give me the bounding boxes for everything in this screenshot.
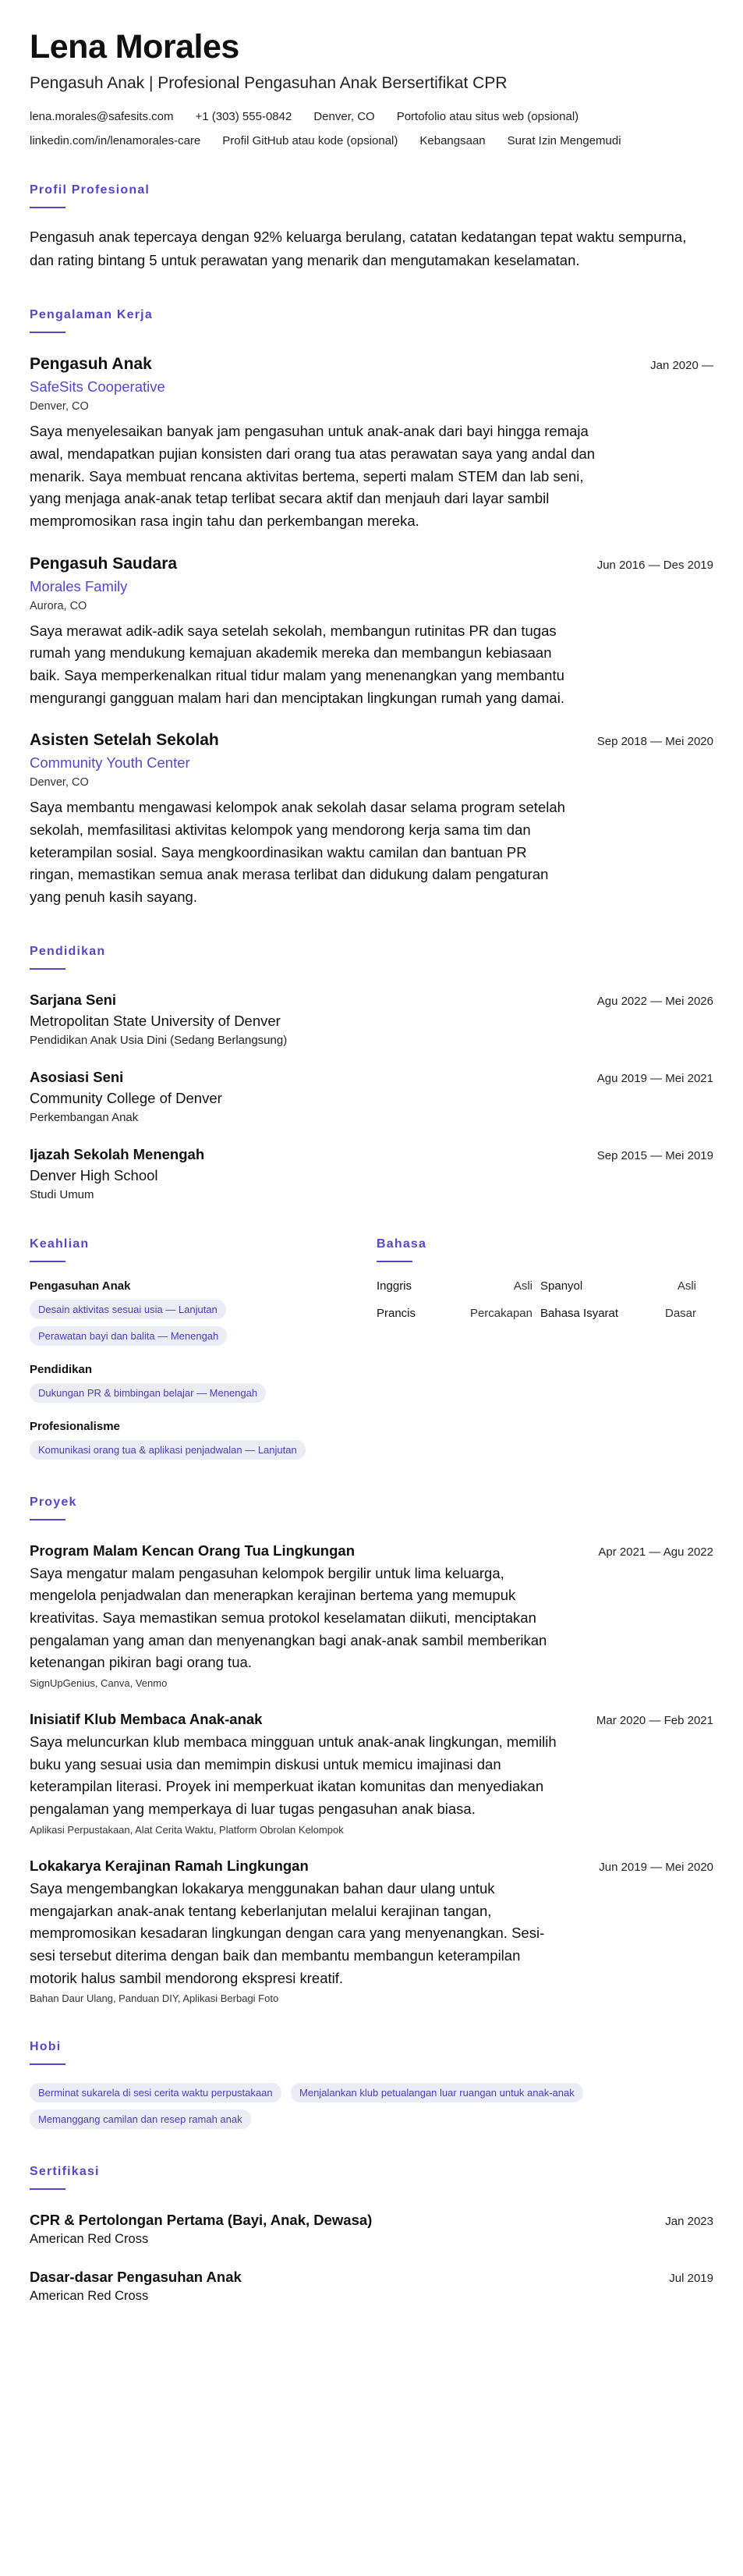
contact-list bbox=[30, 110, 713, 147]
section-divider bbox=[30, 207, 65, 208]
language-list bbox=[377, 1279, 713, 1320]
project-date: Mar 2020 — Feb 2021 bbox=[596, 1714, 713, 1728]
skill-tag: Dukungan PR & bimbingan belajar — Menengah bbox=[30, 1383, 266, 1403]
job-date: Sep 2018 — Mei 2020 bbox=[596, 735, 713, 749]
project-description: Saya mengatur malam pengasuhan kelompok bergilir untuk lima keluarga, mengelola penjadwalan dan menerapkan kerajinan bertema yang memupuk kreativitas. Saya memastikan semua protokol keselamatan diikuti, menciptakan pengalaman yang aman dan menyenangkan bagi anak-anak sambil memberikan ketenangan pikiran bagi orang tua. bbox=[30, 1564, 547, 1671]
profile-summary: Pengasuh anak tepercaya dengan 92% keluarga berulang, catatan kedatangan tepat waktu sempurna, dan rating bintang 5 untuk perawatan yang menarik dan mengutamakan keselamatan. bbox=[30, 229, 687, 269]
section-title: Profil Profesional bbox=[30, 183, 150, 197]
candidate-headline: Pengasuh Anak | Profesional Pengasuhan Anak Bersertifikat CPR bbox=[30, 74, 508, 93]
job-title: Pengasuh Anak bbox=[30, 355, 152, 374]
degree-title: Asosiasi Seni bbox=[30, 1068, 124, 1085]
project-description: Saya meluncurkan klub membaca mingguan untuk anak-anak lingkungan, memilih buku yang sesuai usia dan memimpin diskusi untuk memicu imajinasi dan keterampilan literasi. Proyek ini memperkuat ikatan komunitas dan menyediakan pengalaman yang memperkaya di luar tugas pengasuhan anak biasa. bbox=[30, 1733, 557, 1818]
project-title: Program Malam Kencan Orang Tua Lingkungan bbox=[30, 1542, 355, 1559]
resume-header bbox=[30, 28, 713, 147]
language-item bbox=[540, 1279, 696, 1293]
section-divider bbox=[30, 1519, 65, 1520]
job-date: Jun 2016 — Des 2019 bbox=[596, 558, 713, 572]
certification-entry bbox=[30, 2212, 713, 2247]
section-divider bbox=[30, 332, 65, 333]
experience-entry bbox=[30, 555, 713, 710]
language-level: Asli bbox=[677, 1279, 696, 1293]
language-name: Bahasa Isyarat bbox=[540, 1306, 619, 1320]
contact-github[interactable]: Profil GitHub atau kode (opsional) bbox=[222, 134, 398, 148]
language-name: Prancis bbox=[377, 1306, 416, 1320]
project-entry bbox=[30, 1857, 713, 2004]
education-date: Agu 2022 — Mei 2026 bbox=[596, 994, 713, 1008]
contact-email[interactable]: lena.morales@safesits.com bbox=[30, 110, 174, 124]
certification-title: CPR & Pertolongan Pertama (Bayi, Anak, Dewasa) bbox=[30, 2212, 373, 2229]
language-item bbox=[377, 1279, 532, 1293]
contact-linkedin[interactable]: linkedin.com/in/lenamorales-care bbox=[30, 134, 201, 148]
language-level: Dasar bbox=[664, 1306, 696, 1320]
school-name: Metropolitan State University of Denver bbox=[30, 1012, 281, 1029]
education-section bbox=[30, 945, 713, 1201]
candidate-name: Lena Morales bbox=[30, 28, 239, 66]
project-title: Lokakarya Kerajinan Ramah Lingkungan bbox=[30, 1857, 309, 1874]
project-date: Jun 2019 — Mei 2020 bbox=[599, 1860, 713, 1874]
experience-entry bbox=[30, 355, 713, 532]
job-employer: Morales Family bbox=[30, 577, 128, 594]
job-description: Saya membantu mengawasi kelompok anak sekolah dasar selama program setelah sekolah, memfasilitasi aktivitas kelompok yang mendorong kerja sama tim dan keterampilan sosial. Saya mengkoordinasikan waktu camilan dan bantuan PR ringan, memastikan semua anak merasa terlibat dan didukung dalam pengaturan yang penuh kasih sayang. bbox=[30, 799, 565, 906]
degree-title: Sarjana Seni bbox=[30, 991, 117, 1008]
hobby-tag: Berminat sukarela di sesi cerita waktu perpustakaan bbox=[30, 2083, 281, 2102]
job-employer: SafeSits Cooperative bbox=[30, 378, 165, 396]
certification-date: Jul 2019 bbox=[669, 2272, 713, 2286]
project-date: Apr 2021 — Agu 2022 bbox=[598, 1545, 713, 1559]
language-item bbox=[540, 1307, 696, 1320]
job-employer: Community Youth Center bbox=[30, 754, 190, 772]
certification-title: Dasar-dasar Pengasuhan Anak bbox=[30, 2269, 242, 2286]
degree-title: Ijazah Sekolah Menengah bbox=[30, 1145, 205, 1162]
skill-tag: Komunikasi orang tua & aplikasi penjadwalan — Lanjutan bbox=[30, 1440, 306, 1460]
project-description: Saya mengembangkan lokakarya menggunakan bahan daur ulang untuk mengajarkan anak-anak tentang keberlanjutan melalui kerajinan tangan, mempromosikan kesadaran lingkungan dengan cara yang menyenangkan. Sesi-sesi tersebut diterima dengan baik dan membantu membangun keterampilan motorik halus sambil mendorong ekspresi kreatif. bbox=[30, 1879, 545, 1986]
skills-languages-row bbox=[30, 1237, 713, 1460]
school-name: Denver High School bbox=[30, 1166, 158, 1183]
education-date: Agu 2019 — Mei 2021 bbox=[596, 1071, 713, 1085]
study-field: Studi Umum bbox=[30, 1187, 94, 1201]
language-name: Spanyol bbox=[540, 1279, 583, 1293]
section-divider bbox=[30, 968, 65, 970]
job-title: Pengasuh Saudara bbox=[30, 554, 178, 573]
hobby-tag: Memanggang camilan dan resep ramah anak bbox=[30, 2109, 251, 2129]
skill-tag: Perawatan bayi dan balita — Menengah bbox=[30, 1326, 227, 1346]
skill-tag: Desain aktivitas sesuai usia — Lanjutan bbox=[30, 1300, 226, 1319]
job-location: Aurora, CO bbox=[30, 599, 87, 612]
profile-section bbox=[30, 183, 713, 272]
section-divider bbox=[30, 2188, 65, 2190]
section-divider bbox=[30, 1261, 65, 1262]
education-date: Sep 2015 — Mei 2019 bbox=[596, 1148, 713, 1162]
job-location: Denver, CO bbox=[30, 400, 89, 413]
experience-entry bbox=[30, 731, 713, 908]
education-entry bbox=[30, 1146, 713, 1201]
projects-section bbox=[30, 1496, 713, 2004]
section-title: Pengalaman Kerja bbox=[30, 308, 153, 322]
certifications-section bbox=[30, 2165, 713, 2304]
section-divider bbox=[377, 1261, 412, 1262]
contact-license: Surat Izin Mengemudi bbox=[507, 134, 621, 148]
project-title: Inisiatif Klub Membaca Anak-anak bbox=[30, 1711, 263, 1728]
hobby-tag: Menjalankan klub petualangan luar ruangan untuk anak-anak bbox=[291, 2083, 583, 2102]
section-title: Pendidikan bbox=[30, 944, 106, 958]
skill-category: Pengasuhan Anak bbox=[30, 1279, 131, 1293]
job-description: Saya merawat adik-adik saya setelah sekolah, membangun rutinitas PR dan tugas rumah yang mendukung kemajuan akademik mereka dan membangun kebiasaan baik. Saya memperkenalkan ritual tidur malam yang menenangkan yang membantu mengurangi gangguan malam hari dan menciptakan lingkungan rumah yang damai. bbox=[30, 622, 564, 706]
education-entry bbox=[30, 992, 713, 1047]
hobby-list bbox=[30, 2076, 713, 2129]
section-title: Hobi bbox=[30, 2040, 62, 2054]
job-description: Saya menyelesaikan banyak jam pengasuhan untuk anak-anak dari bayi hingga remaja awal, mendapatkan pujian konsisten dari orang tua atas perawatan saya yang andal dan menarik. Saya membuat rencana aktivitas bertema, seperti malam STEM dan lab seni, yang menjaga anak-anak tetap terlibat secara aktif dan menjauh dari layar sambil mempromosikan rasa ingin tahu dan perkembangan mereka. bbox=[30, 423, 596, 530]
section-title: Keahlian bbox=[30, 1237, 90, 1251]
section-title: Sertifikasi bbox=[30, 2165, 100, 2179]
certification-date: Jan 2023 bbox=[665, 2215, 713, 2229]
project-tools: SignUpGenius, Canva, Venmo bbox=[30, 1677, 168, 1690]
study-field: Pendidikan Anak Usia Dini (Sedang Berlangsung) bbox=[30, 1033, 288, 1047]
education-entry bbox=[30, 1069, 713, 1124]
language-level: Percakapan bbox=[469, 1306, 532, 1320]
project-entry bbox=[30, 1542, 713, 1689]
contact-phone[interactable]: +1 (303) 555-0842 bbox=[195, 110, 292, 124]
project-tools: Aplikasi Perpustakaan, Alat Cerita Waktu, Platform Obrolan Kelompok bbox=[30, 1823, 344, 1836]
section-title: Proyek bbox=[30, 1495, 77, 1509]
skill-category: Pendidikan bbox=[30, 1362, 93, 1376]
contact-location: Denver, CO bbox=[313, 110, 375, 124]
section-divider bbox=[30, 2063, 65, 2065]
section-title: Bahasa bbox=[377, 1237, 427, 1251]
project-tools: Bahan Daur Ulang, Panduan DIY, Aplikasi Berbagi Foto bbox=[30, 1992, 279, 2005]
experience-section bbox=[30, 308, 713, 908]
hobbies-section bbox=[30, 2040, 713, 2129]
languages-section bbox=[377, 1237, 713, 1460]
school-name: Community College of Denver bbox=[30, 1089, 222, 1106]
contact-nationality: Kebangsaan bbox=[419, 134, 486, 148]
job-title: Asisten Setelah Sekolah bbox=[30, 731, 219, 750]
certification-issuer: American Red Cross bbox=[30, 2289, 149, 2304]
skills-section bbox=[30, 1237, 377, 1460]
job-location: Denver, CO bbox=[30, 776, 89, 789]
language-level: Asli bbox=[513, 1279, 532, 1293]
certification-entry bbox=[30, 2269, 713, 2304]
study-field: Perkembangan Anak bbox=[30, 1110, 139, 1124]
skill-category: Profesionalisme bbox=[30, 1419, 120, 1433]
certification-issuer: American Red Cross bbox=[30, 2232, 149, 2247]
language-name: Inggris bbox=[377, 1279, 412, 1293]
language-item bbox=[377, 1307, 532, 1320]
project-entry bbox=[30, 1711, 713, 1836]
job-date: Jan 2020 — bbox=[650, 359, 713, 373]
contact-portfolio[interactable]: Portofolio atau situs web (opsional) bbox=[396, 110, 579, 124]
